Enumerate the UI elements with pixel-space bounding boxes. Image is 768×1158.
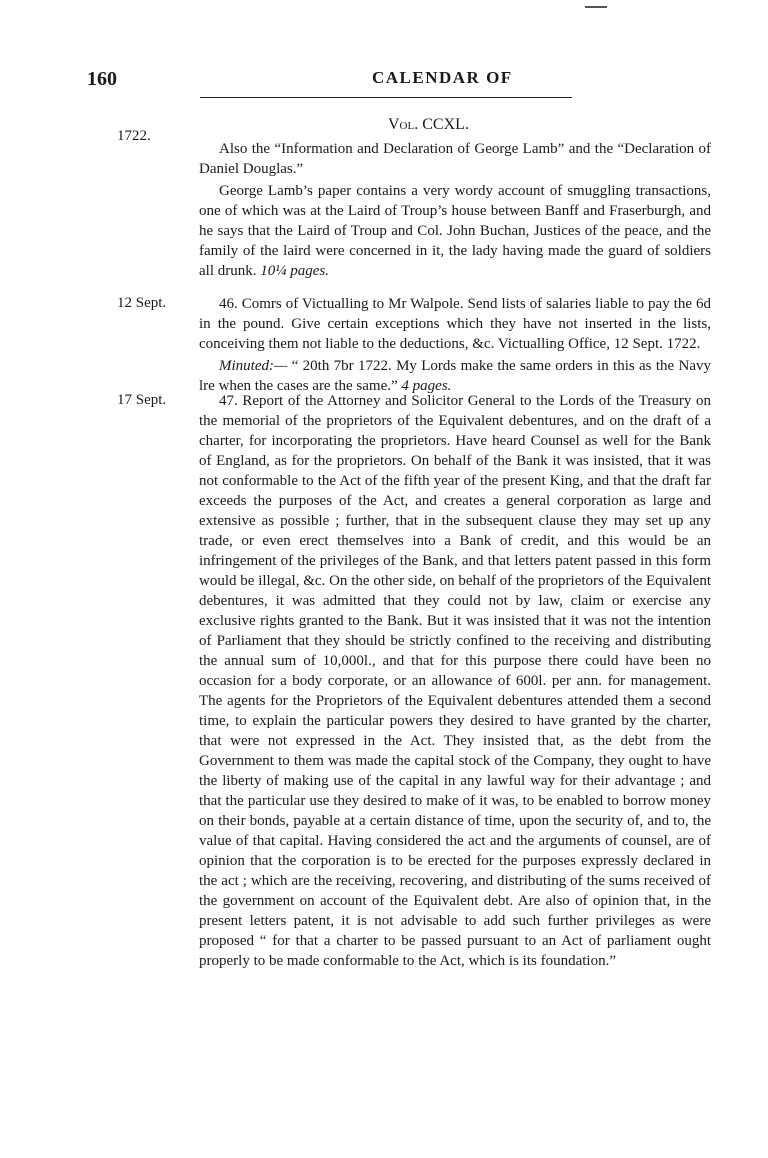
also-paragraph: Also the “Information and Declaration of George Lamb” and the “Declaration of Daniel Douglas.” (199, 141, 711, 177)
entry-47-text: 47. Report of the Attorney and Solicitor General to the Lords of the Treasury on the memorial of the proprietors of the Equivalent debentures, and on the draft of a charter, for incorporating the proprietors. Have heard Counsel as well for the Bank of England, as for the proprietors. On behalf of the Bank it was insisted, that it was not conformable to the Act of the fifth year of the present King, and that the draft far exceeds the purposes of the Act, and creates a general corporation as large and extensive as possible ; further, that in the subsequent clause they may set up any trade, or even erect themselves into a Bank of credit, and this would be an infringement of the privileges of the Bank, and that letters patent passed in this form would be illegal, &c. On the other side, on behalf of the proprietors of the Equivalent debentures, it was admitted that they could not by law, claim or exercise any exclusive rights granted to the Bank. But it was insisted that it was not the intention of Parliament that they should be strictly confined to the receiving and distributing the annual sum of 10,000l., and that for this purpose there could have been no occasion for a body corporate, or an allowance of 600l. per ann. for management. The agents for the Proprietors of the Equivalent debentures attended them a second time, to explain the particular powers they desired to have granted by the charter, that were not expressed in the Act. They insisted that, as the debt from the Government to them was made the capital stock of the Company, they ought to have the liberty of making use of the capital in any lawful way for their advantage ; and that the particular use they desired to make of it was, to be enabled to borrow money on their bonds, payable at a certain distance of time, upon the security of, and to, the value of that capital. Having considered the act and the arguments of counsel, are of opinion that the corporation is to be erected for the purposes expressly declared in the act ; which are the receiving, recovering, and distributing of the sums received of the government on account of the Equivalent debt. Are also of opinion that, in the present letters patent, it is not advisable to add such further privileges as were proposed “ for that a charter to be passed pursuant to an Act of parliament ought properly to be made conformable to the Act, which is its foundation.” (199, 393, 711, 969)
entry-46-text: 46. Comrs of Victualling to Mr Walpole. Send lists of salaries liable to pay the 6d in the pound. Give certain exceptions which they have not inserted in the lists, conceiving them not liable to the deductions, &c. Victualling Office, 12 Sept. 1722. (199, 296, 711, 352)
volume-number: CCXL. (422, 116, 469, 133)
volume-prefix: Vol. (388, 116, 419, 133)
intro-entry (199, 139, 711, 281)
page-number: 160 (87, 68, 117, 90)
lamb-pages: 10¼ pages. (260, 263, 329, 279)
top-edge-mark (585, 6, 607, 8)
lamb-paragraph (199, 181, 711, 281)
header-rule (200, 97, 572, 98)
entry-46-pages: 4 pages. (401, 378, 452, 394)
entry-47 (199, 391, 711, 971)
minuted-text: “ 20th 7br 1722. My Lords make the same orders in this as the Navy lre when the cases are the same.” (199, 358, 712, 394)
minuted-label: Minuted:— (219, 358, 288, 374)
entry-46-minute (199, 356, 711, 396)
margin-date-47: 17 Sept. (117, 392, 167, 408)
entry-46 (199, 294, 711, 396)
volume-heading (388, 116, 469, 134)
margin-year: 1722. (117, 128, 151, 144)
lamb-text: George Lamb’s paper contains a very wordy account of smuggling transactions, one of which was at the Laird of Troup’s house between Banff and Fraserburgh, and he says that the Laird of Troup and Col. John Buchan, Justices of the peace, and the family of the laird were concerned in it, the lady having made the guard of soldiers all drunk. (199, 183, 711, 279)
running-title: CALENDAR OF (372, 68, 513, 87)
margin-date-46: 12 Sept. (117, 295, 167, 311)
